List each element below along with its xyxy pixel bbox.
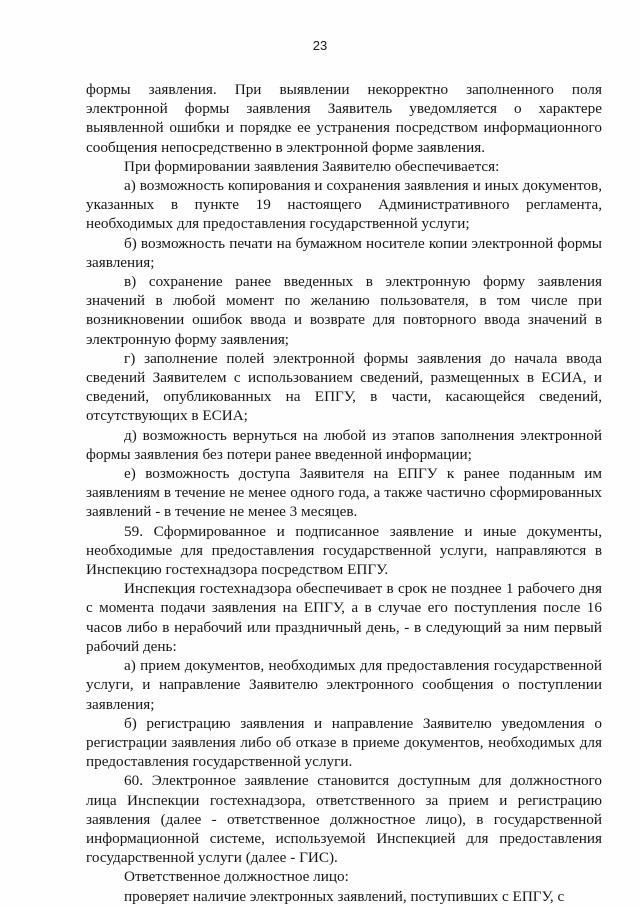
list-item-a-2: а) прием документов, необходимых для предоставления государственной услуги, и направление Заявителю электронного сообщения о поступлении заявления; xyxy=(86,657,602,713)
list-item-v: в) сохранение ранее введенных в электронную форму заявления значений в любой момент по желанию пользователя, в том числе при возникновении ошибок ввода и возврате для повторного ввода значений в электронную форму заявления; xyxy=(86,273,602,348)
list-item-e: е) возможность доступа Заявителя на ЕПГУ к ранее поданным им заявлениям в течение не менее одного года, а также частично сформированных заявлений - в течение не менее 3 месяцев. xyxy=(86,465,602,521)
list-item-d: д) возможность вернуться на любой из этапов заполнения электронной формы заявления без потери ранее введенной информации; xyxy=(86,426,602,463)
page-number: 23 xyxy=(312,38,328,53)
list-item-g: г) заполнение полей электронной формы заявления до начала ввода сведений Заявителем с использованием сведений, размещенных в ЕСИА, и сведений, опубликованных на ЕПГУ, в части, касающейся сведений, отсутствующих в ЕСИА; xyxy=(86,349,602,425)
paragraph-continuation: формы заявления. При выявлении некорректно заполненного поля электронной формы заявления Заявитель уведомляется о характере выявленной ошибки и порядке ее устранения посредством информационного сообщения непосредственно в электронной форме заявления. xyxy=(86,81,602,156)
paragraph-inspection: Инспекция гостехнадзора обеспечивает в срок не позднее 1 рабочего дня с момента подачи заявления на ЕПГУ, а в случае его поступления после 16 часов либо в нерабочий или праздничный день, - в следующий за ним первый рабочий день: xyxy=(86,580,602,655)
list-item-a: а) возможность копирования и сохранения заявления и иных документов, указанных в пункте 19 настоящего Административного регламента, необходимых для предоставления государственной услуги; xyxy=(86,177,602,233)
paragraph-intro-list: При формировании заявления Заявителю обеспечивается: xyxy=(124,157,500,175)
list-item-b: б) возможность печати на бумажном носителе копии электронной формы заявления; xyxy=(86,234,602,271)
paragraph-checks: проверяет наличие электронных заявлений, поступивших с ЕПГУ, с xyxy=(124,887,565,905)
section-60: 60. Электронное заявление становится доступным для должностного лица Инспекции гостехнадзора, ответственного за прием и регистрацию заявления (далее - ответственное должностное лицо), в государственной информационной системе, используемой Инспекцией для предоставления государственной услуги (далее - ГИС). xyxy=(86,772,602,867)
section-59: 59. Сформированное и подписанное заявление и иные документы, необходимые для предоставления государственной услуги, направляются в Инспекцию гостехнадзора посредством ЕПГУ. xyxy=(86,522,602,579)
document-body xyxy=(86,80,602,906)
list-item-b-2: б) регистрацию заявления и направление Заявителю уведомления о регистрации заявления либо об отказе в приеме документов, необходимых для предоставления государственной услуги. xyxy=(86,714,602,771)
paragraph-responsible: Ответственное должностное лицо: xyxy=(124,868,349,886)
